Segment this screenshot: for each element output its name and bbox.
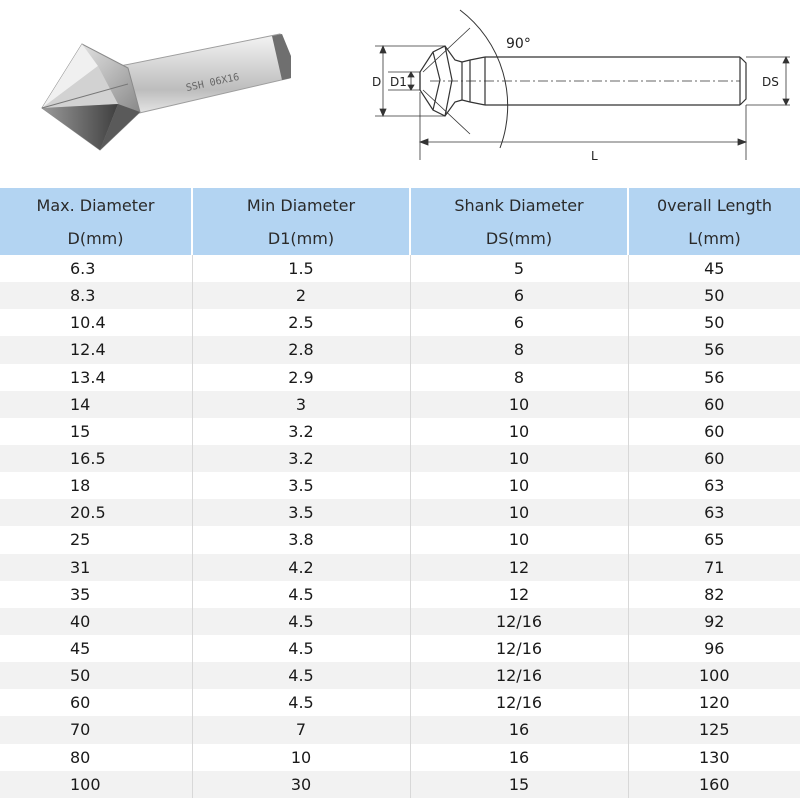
table-cell: 45 <box>628 255 800 282</box>
table-cell: 1.5 <box>192 255 410 282</box>
shank-marking: SSH 06X16 <box>185 71 241 95</box>
table-row <box>0 255 800 282</box>
table-cell: 10 <box>410 472 628 499</box>
table-row <box>0 472 800 499</box>
table-cell: 10 <box>410 418 628 445</box>
spec-table <box>0 188 800 798</box>
table-row <box>0 581 800 608</box>
table-cell: 10 <box>410 391 628 418</box>
table-cell: 4.2 <box>192 554 410 581</box>
dimension-d-label: D <box>372 75 382 89</box>
table-cell: 25 <box>0 526 192 553</box>
table-cell: 3 <box>192 391 410 418</box>
table-cell: 56 <box>628 364 800 391</box>
table-cell: 16 <box>410 716 628 743</box>
table-cell: 50 <box>628 309 800 336</box>
spec-table-header <box>0 188 800 255</box>
table-cell: 96 <box>628 635 800 662</box>
table-cell: 80 <box>0 744 192 771</box>
table-cell: 15 <box>0 418 192 445</box>
table-cell: 50 <box>628 282 800 309</box>
table-cell: 30 <box>192 771 410 798</box>
table-cell: 18 <box>0 472 192 499</box>
product-figure <box>0 0 800 188</box>
table-cell: 3.5 <box>192 499 410 526</box>
table-cell: 16 <box>410 744 628 771</box>
table-cell: 35 <box>0 581 192 608</box>
table-cell: 125 <box>628 716 800 743</box>
table-cell: 8.3 <box>0 282 192 309</box>
table-row <box>0 554 800 581</box>
table-cell: 7 <box>192 716 410 743</box>
angle-label: 90° <box>506 36 531 52</box>
table-cell: 82 <box>628 581 800 608</box>
table-row <box>0 662 800 689</box>
table-cell: 12/16 <box>410 662 628 689</box>
table-cell: 3.2 <box>192 418 410 445</box>
table-cell: 56 <box>628 336 800 363</box>
table-cell: 120 <box>628 689 800 716</box>
technical-drawing <box>0 0 800 188</box>
header-max-diameter: Max. Diameter D(mm) <box>0 188 192 255</box>
table-cell: 4.5 <box>192 635 410 662</box>
table-cell: 160 <box>628 771 800 798</box>
table-cell: 15 <box>410 771 628 798</box>
table-cell: 2.9 <box>192 364 410 391</box>
table-cell: 2.8 <box>192 336 410 363</box>
table-cell: 12.4 <box>0 336 192 363</box>
table-row <box>0 364 800 391</box>
table-cell: 31 <box>0 554 192 581</box>
table-cell: 20.5 <box>0 499 192 526</box>
dimension-d1-label: D1 <box>390 75 407 89</box>
table-cell: 4.5 <box>192 581 410 608</box>
table-cell: 63 <box>628 472 800 499</box>
table-cell: 12/16 <box>410 635 628 662</box>
table-cell: 10 <box>192 744 410 771</box>
table-cell: 92 <box>628 608 800 635</box>
table-cell: 60 <box>628 418 800 445</box>
table-cell: 2.5 <box>192 309 410 336</box>
table-cell: 12/16 <box>410 608 628 635</box>
table-cell: 60 <box>628 391 800 418</box>
table-row <box>0 282 800 309</box>
table-cell: 8 <box>410 336 628 363</box>
table-cell: 100 <box>0 771 192 798</box>
table-cell: 130 <box>628 744 800 771</box>
table-row <box>0 744 800 771</box>
table-cell: 10 <box>410 526 628 553</box>
table-cell: 12 <box>410 581 628 608</box>
table-cell: 60 <box>628 445 800 472</box>
drawing-outline <box>420 10 746 148</box>
table-cell: 6 <box>410 309 628 336</box>
table-row <box>0 635 800 662</box>
table-cell: 14 <box>0 391 192 418</box>
table-row <box>0 608 800 635</box>
table-cell: 40 <box>0 608 192 635</box>
table-cell: 63 <box>628 499 800 526</box>
table-row <box>0 391 800 418</box>
table-row <box>0 526 800 553</box>
table-row <box>0 309 800 336</box>
table-cell: 6 <box>410 282 628 309</box>
table-row <box>0 445 800 472</box>
table-cell: 13.4 <box>0 364 192 391</box>
table-cell: 71 <box>628 554 800 581</box>
table-row <box>0 499 800 526</box>
table-cell: 12 <box>410 554 628 581</box>
table-row <box>0 716 800 743</box>
header-shank-diameter: Shank Diameter DS(mm) <box>410 188 628 255</box>
table-cell: 16.5 <box>0 445 192 472</box>
table-cell: 45 <box>0 635 192 662</box>
table-cell: 100 <box>628 662 800 689</box>
table-cell: 10 <box>410 445 628 472</box>
header-min-diameter: Min Diameter D1(mm) <box>192 188 410 255</box>
table-cell: 3.2 <box>192 445 410 472</box>
table-cell: 4.5 <box>192 689 410 716</box>
table-cell: 8 <box>410 364 628 391</box>
table-cell: 3.5 <box>192 472 410 499</box>
dimension-l-label: L <box>591 149 598 163</box>
table-cell: 4.5 <box>192 662 410 689</box>
table-cell: 6.3 <box>0 255 192 282</box>
table-cell: 3.8 <box>192 526 410 553</box>
table-row <box>0 336 800 363</box>
table-row <box>0 418 800 445</box>
table-cell: 10 <box>410 499 628 526</box>
table-row <box>0 771 800 798</box>
table-cell: 10.4 <box>0 309 192 336</box>
dimension-ds-label: DS <box>762 75 779 89</box>
table-cell: 70 <box>0 716 192 743</box>
table-cell: 50 <box>0 662 192 689</box>
table-cell: 12/16 <box>410 689 628 716</box>
table-cell: 65 <box>628 526 800 553</box>
table-cell: 5 <box>410 255 628 282</box>
header-overall-length: 0verall Length L(mm) <box>628 188 800 255</box>
spec-table-body <box>0 255 800 798</box>
table-cell: 4.5 <box>192 608 410 635</box>
table-cell: 2 <box>192 282 410 309</box>
table-row <box>0 689 800 716</box>
table-cell: 60 <box>0 689 192 716</box>
